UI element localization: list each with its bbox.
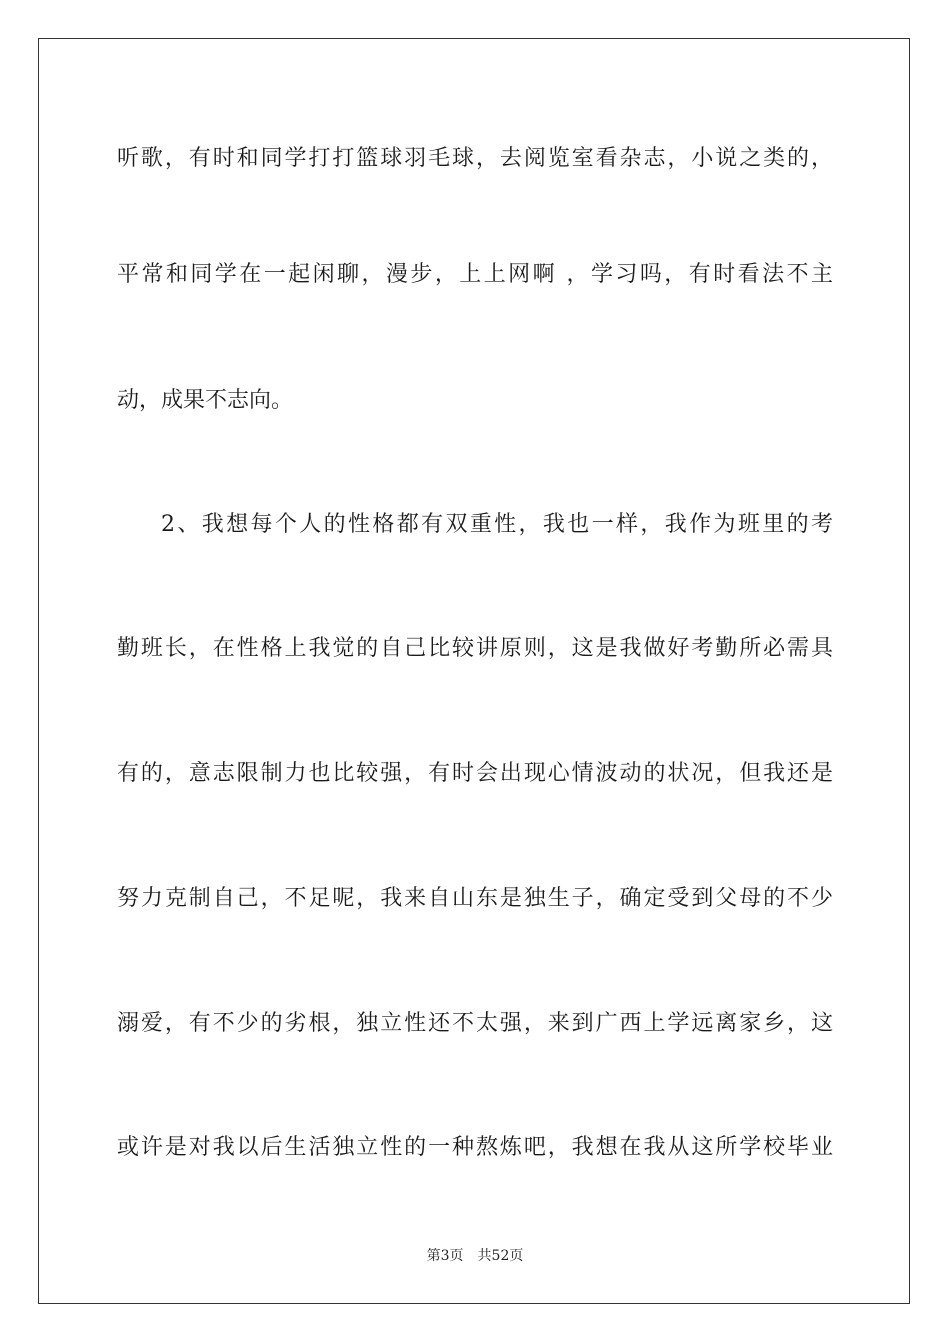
page-footer [0,1246,950,1266]
page-border [38,38,910,1304]
text-line-7: 努力克制自己，不足呢，我来自山东是独生子，确定受到父母的不少 [117,886,833,911]
text-line-8: 溺爱，有不少的劣根，独立性还不太强，来到广西上学远离家乡，这 [117,1011,833,1036]
text-line-2: 平常和同学在一起闲聊，漫步，上上网啊 ，学习吗，有时看法不主 [117,262,833,287]
page-number: 第3页 [426,1248,464,1264]
text-line-5: 勤班长，在性格上我觉的自己比较讲原则，这是我做好考勤所必需具 [117,636,833,661]
text-line-9: 或许是对我以后生活独立性的一种熬炼吧，我想在我从这所学校毕业 [117,1135,833,1160]
text-line-3: 动，成果不志向。 [117,388,294,413]
text-line-6: 有的，意志限制力也比较强，有时会出现心情波动的状况，但我还是 [117,761,833,786]
text-line-4: 2、我想每个人的性格都有双重性，我也一样，我作为班里的考 [161,512,833,537]
text-line-1: 听歌，有时和同学打打篮球羽毛球，去阅览室看杂志，小说之类的， [117,146,833,171]
page-total: 共52页 [477,1248,524,1264]
